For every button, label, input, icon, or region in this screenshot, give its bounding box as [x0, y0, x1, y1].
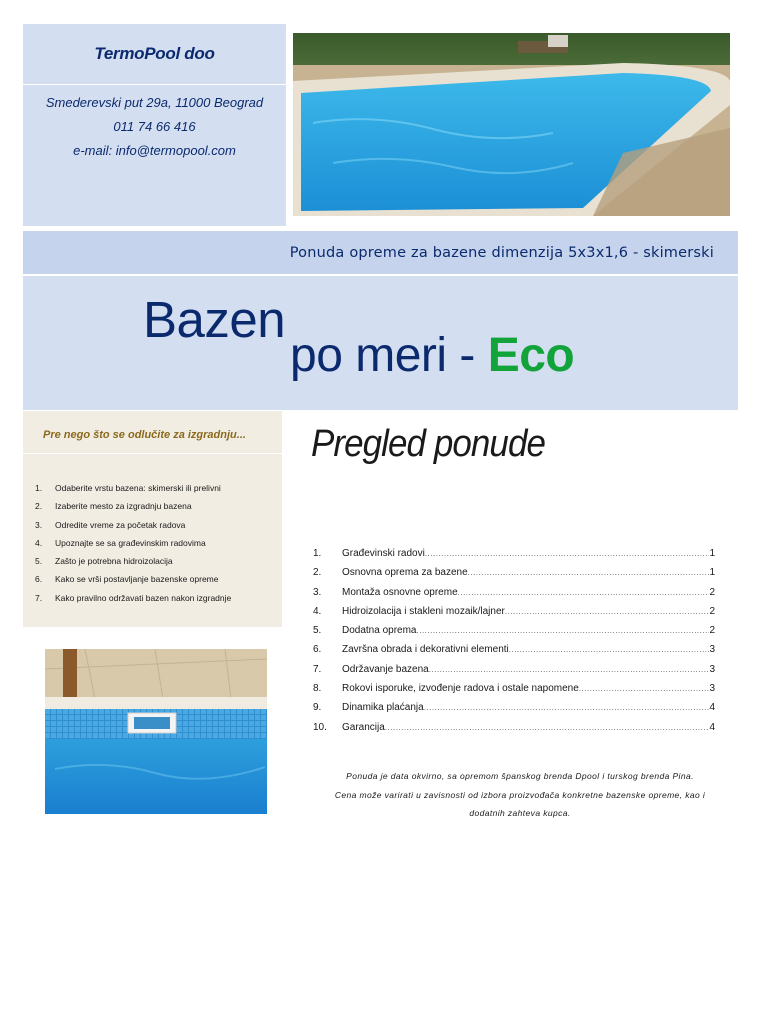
- toc-number: 1.: [313, 548, 322, 559]
- overview-title: Pregled ponude: [311, 423, 545, 465]
- list-item-number: 6.: [35, 574, 43, 585]
- toc-number: 2.: [313, 567, 322, 579]
- toc-page: 2: [709, 605, 715, 617]
- toc-number: 4.: [313, 605, 322, 617]
- toc-page: 2: [709, 586, 715, 598]
- divider: [23, 453, 282, 454]
- toc-item[interactable]: [313, 660, 715, 679]
- toc-leader: [425, 544, 710, 563]
- toc-page: 3: [709, 644, 715, 656]
- toc-page: 3: [709, 663, 715, 675]
- company-email[interactable]: e-mail: info@termopool.com: [73, 143, 236, 158]
- toc-leader: [424, 698, 710, 717]
- toc-number: 9.: [313, 702, 322, 714]
- list-item-number: 4.: [35, 537, 43, 548]
- toc-title: Montaža osnovne opreme: [342, 586, 458, 598]
- sidebar-heading: Pre nego što se odlučite za izgradnju...: [43, 429, 246, 441]
- list-item-number: 1.: [35, 483, 43, 493]
- toc-page: 2: [709, 625, 715, 637]
- list-item-number: 2.: [35, 501, 43, 512]
- toc-page: 3: [709, 683, 715, 695]
- list-item-text: Kako se vrši postavljanje bazenske opreme: [55, 574, 219, 585]
- list-item: [23, 552, 282, 570]
- list-item-text: Kako pravilno održavati bazen nakon izgradnje: [55, 592, 232, 603]
- list-item-text: Izaberite mesto za izgradnju bazena: [55, 501, 192, 512]
- toc-page: 1: [709, 548, 715, 559]
- pool-photo-drawing: [45, 649, 267, 814]
- offer-subtitle: Ponuda opreme za bazene dimenzija 5x3x1,6 - skimerski: [289, 244, 714, 261]
- toc-leader: [579, 679, 710, 698]
- toc-item[interactable]: [313, 544, 715, 563]
- toc-leader: [468, 563, 710, 582]
- toc-leader: [509, 640, 710, 659]
- toc-title: Građevinski radovi: [342, 548, 425, 559]
- list-item: [23, 516, 282, 534]
- toc-item[interactable]: [313, 602, 715, 621]
- toc-leader: [385, 718, 710, 737]
- offer-note-line: dodatnih zahteva kupca.: [469, 808, 571, 818]
- toc-item[interactable]: [313, 679, 715, 698]
- brand-band: [23, 276, 738, 410]
- toc-item[interactable]: [313, 718, 715, 737]
- toc-number: 6.: [313, 644, 322, 656]
- toc-item[interactable]: [313, 583, 715, 602]
- pool-photo-skimmer: [45, 649, 267, 814]
- list-item: [23, 479, 282, 497]
- list-item-number: 5.: [35, 556, 43, 567]
- table-of-contents: [313, 544, 715, 737]
- list-item-text: Upoznajte se sa građevinskim radovima: [55, 537, 206, 548]
- toc-item[interactable]: [313, 621, 715, 640]
- company-address: Smederevski put 29a, 11000 Beograd: [45, 95, 264, 110]
- toc-title: Garancija: [342, 721, 385, 733]
- toc-number: 10.: [313, 721, 327, 733]
- offer-subtitle-band: [23, 231, 738, 274]
- toc-leader: [429, 660, 710, 679]
- toc-number: 8.: [313, 683, 322, 695]
- toc-number: 3.: [313, 586, 322, 598]
- sidebar-checklist: [23, 411, 282, 627]
- brand-title-part2: [290, 328, 574, 383]
- list-item: [23, 534, 282, 552]
- toc-title: Održavanje bazena: [342, 663, 429, 675]
- pool-photo-top: [293, 33, 730, 216]
- toc-title: Dinamika plaćanja: [342, 702, 424, 714]
- toc-title: Završna obrada i dekorativni elementi: [342, 644, 509, 656]
- toc-item[interactable]: [313, 698, 715, 717]
- company-name: TermoPool doo: [94, 43, 215, 63]
- sidebar-list: [23, 479, 282, 607]
- toc-title: Dodatna oprema: [342, 625, 417, 637]
- pool-photo-drawing: [293, 33, 730, 216]
- list-item: [23, 497, 282, 515]
- list-item-number: 7.: [35, 592, 43, 603]
- list-item-text: Odredite vreme za početak radova: [55, 519, 186, 530]
- offer-note-line: Ponuda je data okvirno, sa opremom španskog brenda Dpool i turskog brenda Pina.: [346, 771, 694, 781]
- toc-title: Osnovna oprema za bazene: [342, 567, 468, 579]
- brand-title-text: po meri -: [290, 329, 488, 382]
- toc-leader: [417, 621, 710, 640]
- list-item-text: Odaberite vrstu bazena: skimerski ili prelivni: [55, 483, 221, 493]
- brand-eco-label: Eco: [487, 329, 575, 382]
- list-item-number: 3.: [35, 519, 43, 530]
- company-box: [23, 24, 286, 226]
- toc-title: Rokovi isporuke, izvođenje radova i ostale napomene: [342, 683, 579, 695]
- list-item-text: Zašto je potrebna hidroizolacija: [55, 556, 173, 567]
- toc-leader: [458, 583, 710, 602]
- toc-item[interactable]: [313, 640, 715, 659]
- divider: [23, 84, 286, 85]
- company-phone: 011 74 66 416: [113, 119, 196, 134]
- toc-page: 4: [709, 721, 715, 733]
- toc-page: 1: [709, 567, 715, 579]
- toc-leader: [505, 602, 710, 621]
- brand-title-part1: Bazen: [143, 291, 286, 348]
- offer-note-line: Cena može varirati u zavisnosti od izbora proizvođača konkretne bazenske opreme, kao i: [334, 790, 706, 800]
- list-item: [23, 589, 282, 607]
- list-item: [23, 570, 282, 588]
- toc-number: 5.: [313, 625, 322, 637]
- toc-item[interactable]: [313, 563, 715, 582]
- toc-title: Hidroizolacija i stakleni mozaik/lajner: [342, 605, 505, 617]
- toc-number: 7.: [313, 663, 322, 675]
- toc-page: 4: [709, 702, 715, 714]
